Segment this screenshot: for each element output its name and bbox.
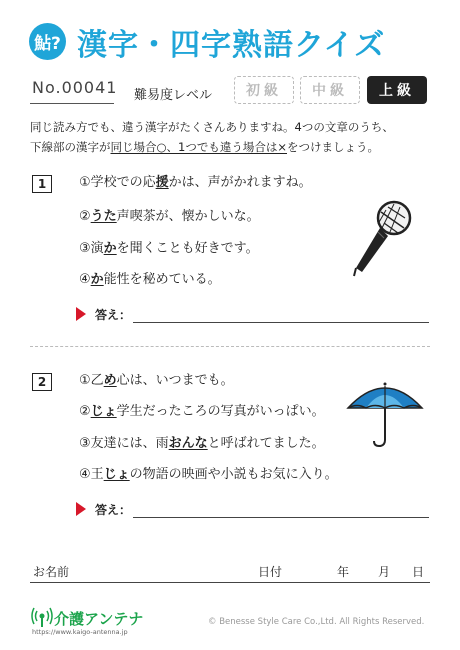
line-text: と呼ばれてました。 bbox=[207, 436, 325, 451]
line-text: ③演 bbox=[79, 241, 104, 256]
instructions-text: 下線部の漢字が bbox=[30, 140, 111, 154]
instructions-line1: 同じ読み方でも、違う漢字がたくさんありますね。4つの文章のうち、 bbox=[30, 120, 394, 134]
question-2-line-3 bbox=[79, 432, 325, 451]
question-1-line-1 bbox=[79, 171, 312, 190]
answer-1-marker-icon bbox=[76, 307, 86, 321]
question-2-line-1 bbox=[79, 369, 234, 388]
level-advanced-badge: 上級 bbox=[367, 76, 427, 104]
answer-1-label: 答え： bbox=[95, 308, 132, 322]
level-beginner-badge: 初級 bbox=[234, 76, 294, 104]
underlined-kanji: め bbox=[103, 373, 117, 388]
answer-2-field[interactable] bbox=[133, 517, 429, 518]
level-intermediate-badge: 中級 bbox=[300, 76, 360, 104]
brand-logo: 介護アンテナ bbox=[54, 610, 144, 628]
line-text: ①乙 bbox=[79, 373, 104, 388]
quiz-number: No.00041 bbox=[32, 78, 118, 97]
month-label: 月 bbox=[378, 565, 391, 579]
question-1-number: 1 bbox=[32, 175, 52, 193]
copyright: © Benesse Style Care Co.,Ltd. All Rights Reserved. bbox=[208, 617, 425, 627]
underlined-kanji: 援 bbox=[155, 175, 169, 190]
umbrella-icon bbox=[346, 378, 424, 450]
underlined-kanji: うた bbox=[90, 209, 117, 224]
instructions-tail: をつけましょう。 bbox=[287, 140, 379, 154]
name-date-field[interactable] bbox=[30, 582, 430, 583]
line-text: ①学校での応 bbox=[79, 175, 156, 190]
instructions bbox=[30, 117, 435, 157]
underlined-kanji: か bbox=[103, 241, 117, 256]
underlined-kanji: じょ bbox=[103, 467, 130, 482]
question-2-line-4 bbox=[79, 463, 338, 482]
line-text: ③友達には、雨 bbox=[79, 436, 169, 451]
name-label: お名前 bbox=[33, 565, 70, 579]
date-label: 日付 bbox=[258, 565, 283, 579]
line-text: ② bbox=[79, 404, 91, 419]
line-text: ② bbox=[79, 209, 91, 224]
logo-icon: 鮎? bbox=[29, 23, 66, 60]
difficulty-label: 難易度レベル bbox=[134, 88, 213, 103]
underlined-kanji: か bbox=[90, 272, 104, 287]
line-text: 心は、いつまでも。 bbox=[116, 373, 234, 388]
microphone-icon bbox=[348, 198, 414, 280]
question-2-number: 2 bbox=[32, 373, 52, 391]
day-label: 日 bbox=[412, 565, 425, 579]
question-1-line-3 bbox=[79, 237, 259, 256]
line-text: ④ bbox=[79, 272, 91, 287]
answer-2-label: 答え： bbox=[95, 503, 132, 517]
page-title: 漢字・四字熟語クイズ bbox=[77, 28, 386, 63]
line-text: 声喫茶が、懐かしいな。 bbox=[116, 209, 260, 224]
instructions-emphasis: 同じ場合○、1つでも違う場合は× bbox=[110, 140, 287, 154]
line-text: 能性を秘めている。 bbox=[103, 272, 221, 287]
line-text: の物語の映画や小説もお気に入り。 bbox=[129, 467, 338, 482]
line-text: ④王 bbox=[79, 467, 104, 482]
quiz-number-underline bbox=[30, 103, 114, 104]
answer-1-field[interactable] bbox=[133, 322, 429, 323]
question-2-line-2 bbox=[79, 400, 325, 419]
line-text: 学生だったころの写真がいっぱい。 bbox=[116, 404, 325, 419]
answer-2-marker-icon bbox=[76, 502, 86, 516]
question-1-line-4 bbox=[79, 268, 221, 287]
line-text: を聞くことも好きです。 bbox=[116, 241, 259, 256]
year-label: 年 bbox=[337, 565, 350, 579]
section-divider bbox=[30, 346, 430, 347]
underlined-kanji: おんな bbox=[168, 436, 208, 451]
antenna-logo-icon bbox=[31, 607, 53, 627]
underlined-kanji: じょ bbox=[90, 404, 117, 419]
brand-url: https://www.kaigo-antenna.jp bbox=[32, 628, 128, 636]
question-1-line-2 bbox=[79, 205, 260, 224]
line-text: かは、声がかれますね。 bbox=[168, 175, 312, 190]
